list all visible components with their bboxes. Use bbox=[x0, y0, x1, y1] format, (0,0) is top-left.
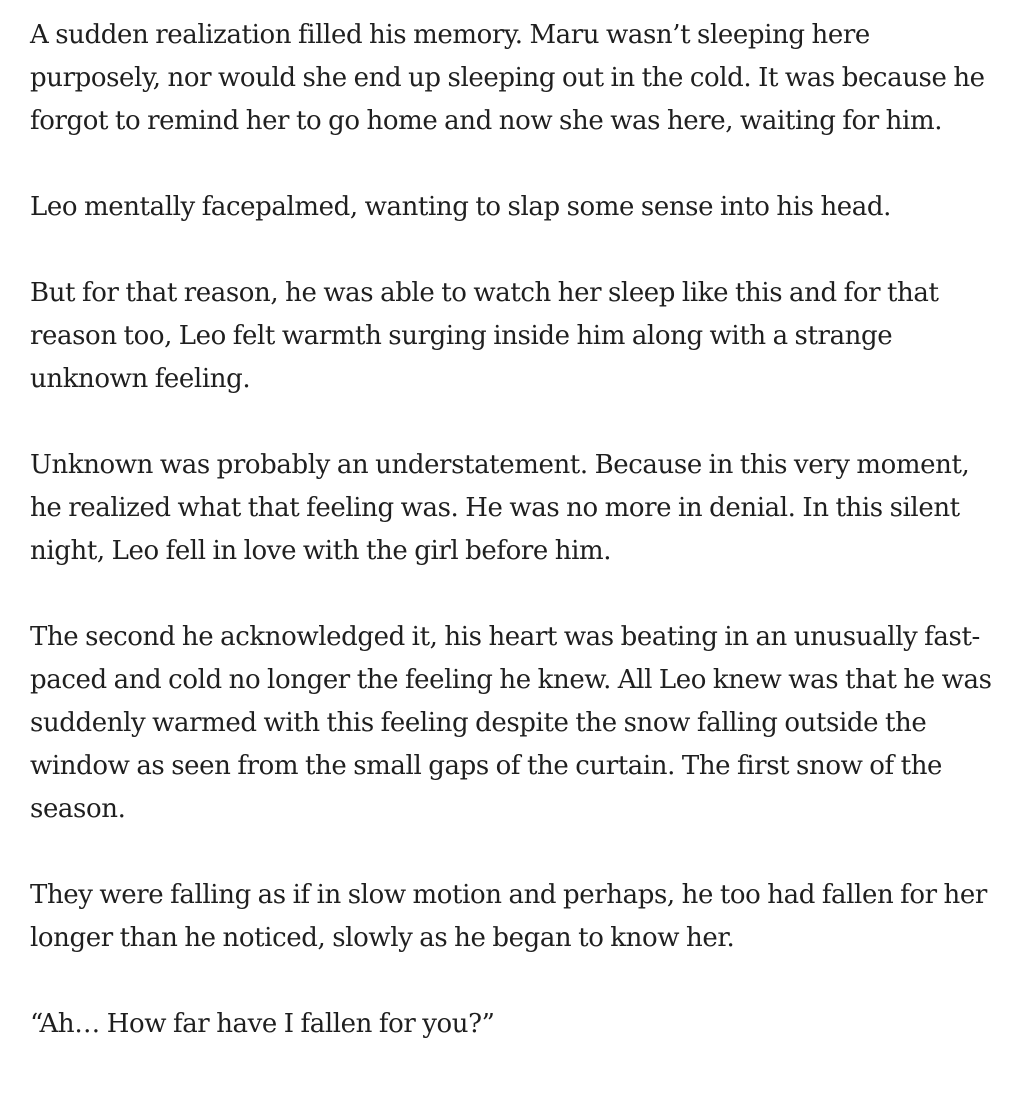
paragraph-3: But for that reason, he was able to watch her sleep like this and for that reason too, Leo felt warmth surging inside him along with a strange unknown feeling. bbox=[30, 278, 939, 394]
paragraph-4: Unknown was probably an understatement. Because in this very moment, he realized what that feeling was. He was no more in denial. In this silent night, Leo fell in love with the girl before him. bbox=[30, 450, 970, 566]
paragraph-5: The second he acknowledged it, his heart was beating in an unusually fast-paced and cold no longer the feeling he knew. All Leo knew was that he was suddenly warmed with this feeling despite the snow falling outside the window as seen from the small gaps of the curtain. The first snow of the season. bbox=[30, 622, 992, 824]
paragraph-7: “Ah… How far have I fallen for you?” bbox=[30, 1009, 495, 1039]
paragraph-2: Leo mentally facepalmed, wanting to slap some sense into his head. bbox=[30, 192, 891, 222]
paragraph-1: A sudden realization filled his memory. Maru wasn’t sleeping here purposely, nor would she end up sleeping out in the cold. It was because he forgot to remind her to go home and now she was here, waiting for him. bbox=[30, 20, 985, 136]
paragraph-6: They were falling as if in slow motion and perhaps, he too had fallen for her longer than he noticed, slowly as he began to know her. bbox=[30, 880, 987, 953]
